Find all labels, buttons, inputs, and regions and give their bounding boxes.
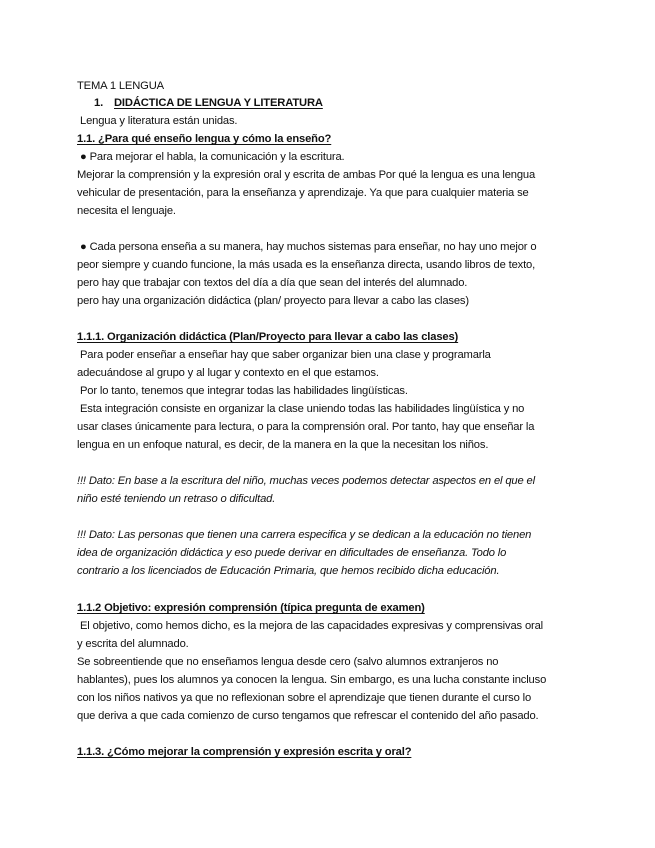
topic-title: TEMA 1 LENGUA: [77, 80, 164, 92]
paragraph-3-line: adecuándose al grupo y al lugar y contexto en el que estamos.: [77, 367, 379, 379]
heading-1-1-2: 1.1.2 Objetivo: expresión comprensión (típica pregunta de examen): [77, 602, 425, 614]
paragraph-3-line: Para poder enseñar a enseñar hay que saber organizar bien una clase y programarla: [80, 349, 491, 361]
paragraph-4-line: y escrita del alumnado.: [77, 638, 189, 650]
paragraph-3-line: Esta integración consiste en organizar la clase uniendo todas las habilidades lingüística y no: [80, 403, 525, 415]
paragraph-2-line: peor siempre y cuando funcione, la más usada es la enseñanza directa, usando libros de texto,: [77, 259, 536, 271]
paragraph-1-line: necesita el lenguaje.: [77, 205, 176, 217]
paragraph-2-line: pero hay que trabajar con textos del día a día que sean del interés del alumnado.: [77, 277, 468, 289]
paragraph-1-line: ● Para mejorar el habla, la comunicación y la escritura.: [80, 151, 345, 163]
note-2-line: contrario a los licenciados de Educación Primaria, que hemos recibido dicha educación.: [77, 565, 500, 577]
intro-line: Lengua y literatura están unidas.: [80, 115, 238, 127]
paragraph-1-line: vehicular de presentación, para la enseñanza y aprendizaje. Ya que para cualquier materia se: [77, 187, 529, 199]
section-1-number: 1.: [94, 97, 104, 109]
paragraph-4-line: con los niños nativos ya que no reflexionan sobre el aprendizaje que tienen durante el curso lo: [77, 692, 532, 704]
paragraph-2-line: pero hay una organización didáctica (plan/ proyecto para llevar a cabo las clases): [77, 295, 469, 307]
paragraph-4-line: El objetivo, como hemos dicho, es la mejora de las capacidades expresivas y comprensivas oral: [80, 620, 543, 632]
paragraph-4-line: hablantes), pues los alumnos ya conocen la lengua. Sin embargo, es una lucha constante incluso: [77, 674, 547, 686]
paragraph-1-line: Mejorar la comprensión y la expresión oral y escrita de ambas Por qué la lengua es una lengua: [77, 169, 536, 181]
section-1-heading: [94, 96, 323, 110]
paragraph-2-line: ● Cada persona enseña a su manera, hay muchos sistemas para enseñar, no hay uno mejor o: [80, 241, 537, 253]
section-1-title: DIDÁCTICA DE LENGUA Y LITERATURA: [114, 97, 323, 109]
heading-1-1-1: 1.1.1. Organización didáctica (Plan/Proyecto para llevar a cabo las clases): [77, 331, 459, 343]
paragraph-3-line: Por lo tanto, tenemos que integrar todas las habilidades lingüísticas.: [80, 385, 408, 397]
paragraph-3-line: lengua en un enfoque natural, es decir, de la manera en la que la necesitan los niños.: [77, 439, 489, 451]
note-1-line: !!! Dato: En base a la escritura del niño, muchas veces podemos detectar aspectos en el que el: [77, 475, 535, 487]
note-1-line: niño esté teniendo un retraso o dificultad.: [77, 493, 276, 505]
paragraph-4-line: que deriva a que cada comienzo de curso tengamos que refrescar el contenido del año pasado.: [77, 710, 539, 722]
note-2-line: idea de organización didáctica y eso puede derivar en dificultades de enseñanza. Todo lo: [77, 547, 507, 559]
paragraph-4-line: Se sobreentiende que no enseñamos lengua desde cero (salvo alumnos extranjeros no: [77, 656, 499, 668]
paragraph-3-line: usar clases únicamente para lectura, o para la comprensión oral. Por tanto, hay que enseñar la: [77, 421, 535, 433]
heading-1-1: 1.1. ¿Para qué enseño lengua y cómo la enseño?: [77, 133, 332, 145]
note-2-line: !!! Dato: Las personas que tienen una carrera especifica y se dedican a la educación no tienen: [77, 529, 532, 541]
heading-1-1-3: 1.1.3. ¿Cómo mejorar la comprensión y expresión escrita y oral?: [77, 746, 412, 758]
